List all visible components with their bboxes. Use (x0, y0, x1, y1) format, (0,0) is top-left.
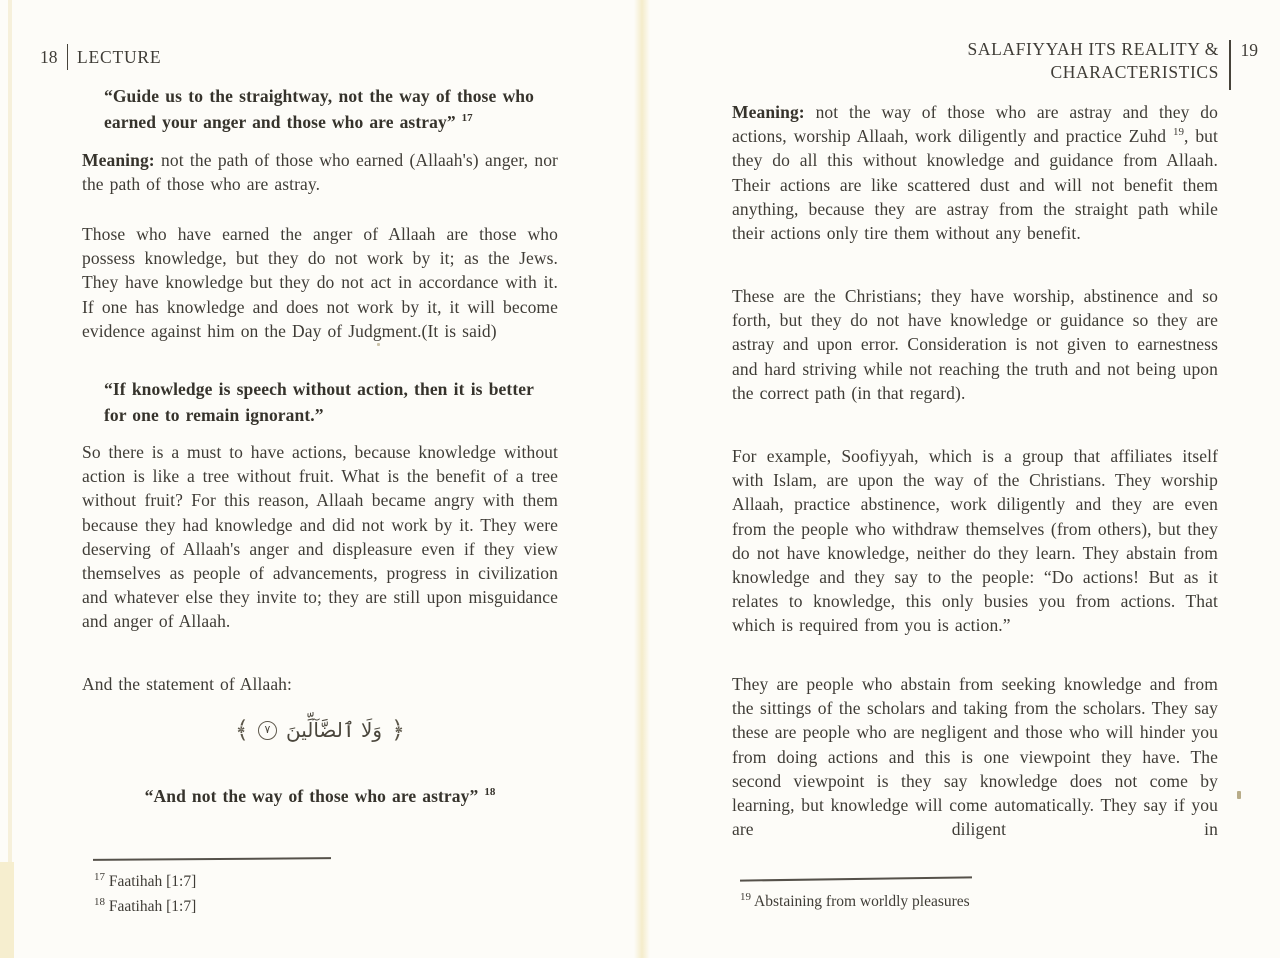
footnote-18: $^{18}$ Faatihah [1:7] (94, 895, 197, 915)
meaning-paragraph-right: Meaning: not the way of those who are astray and they do actions, worship Allaah, work diligently and practice Zuhd $^{19}$, but they do all this without knowledge and guidance from Allaah. Their actions are like scattered dust and will not benefit them anything, because they are astray from the straight path while their actions only tire them without any benefit. (732, 102, 1218, 244)
meaning-label: Meaning: (732, 102, 805, 122)
quran-quote-translation-2: “And not the way of those who are astray” $^{18}$ (144, 786, 496, 806)
paragraph-christians: These are the Christians; they have worship, abstinence and so forth, but they do not have knowledge or guidance so they are astray and upon error. Consideration is not given to earnestness and hard striving while not reaching the truth and not being upon the correct path (in that regard). (732, 286, 1218, 403)
running-header-right (968, 38, 1258, 90)
scan-speck (377, 343, 380, 346)
header-title-left: LECTURE (77, 46, 162, 67)
footnote-rule-right (740, 876, 972, 881)
meaning-paragraph-left: Meaning: not the path of those who earned (Allaah's) anger, nor the path of those who are astray. (82, 150, 558, 195)
scan-speck (1237, 791, 1241, 799)
header-divider (1229, 40, 1231, 90)
statement-intro: And the statement of Allaah: (82, 674, 292, 694)
paragraph-anger-of-allaah: Those who have earned the anger of Allaah are those who possess knowledge, but they do not work by it; as the Jews. They have knowledge but they do not act in accordance with it. If one has knowledge and does not work by it, it will become evidence against him on the Day of Judgment.(It is said) (82, 224, 558, 341)
bottom-left-page-edge (0, 862, 14, 958)
verse-ornament-right: ﴿ (391, 716, 406, 744)
verse-ornament-left: ﴾ (234, 716, 249, 744)
footnote-19: $^{19}$ Abstaining from worldly pleasures (740, 890, 970, 910)
quran-quote-translation-1: “Guide us to the straightway, not the way of those who earned your anger and those who are astray” $^{17}$ (104, 86, 534, 132)
page-number-left: 18 (40, 46, 58, 67)
header-title-right: SALAFIYYAH ITS REALITY & CHARACTERISTICS (967, 39, 1219, 82)
footnote-rule-left (93, 857, 331, 860)
footnote-ref-19: 19 (1172, 126, 1184, 139)
saying-quote: “If knowledge is speech without action, then it is better for one to remain ignorant.” (104, 379, 534, 425)
paragraph-actions: So there is a must to have actions, because knowledge without action is like a tree without fruit. What is the benefit of a tree without fruit? For this reason, Allaah became angry with them because they had knowledge and did not work by it. They were deserving of Allaah's anger and displeasure even if they view themselves as people of advancements, progress in civilization and whatever else they invite to; they are still upon misguidance and anger of Allaah. (82, 442, 558, 632)
left-page-edge (8, 0, 12, 958)
arabic-verse-text: وَلَا ٱلضَّآلِّينَ (285, 718, 383, 742)
footnote-ref-17: 17 (461, 111, 473, 124)
paragraph-abstain-knowledge: They are people who abstain from seeking knowledge and from the sittings of the scholars and taking from the scholars. They say these are people who are negligent and those who will hinder you from doing actions and this is one viewpoint they have. The second viewpoint is they say knowledge does not come by learning, but knowledge will come automatically. They say if you are diligent in (732, 674, 1218, 840)
running-header-left (40, 44, 161, 70)
page-number-right: 19 (1240, 40, 1258, 60)
header-divider (67, 44, 69, 70)
arabic-verse (82, 716, 558, 744)
footnote-17: $^{17}$ Faatihah [1:7] (94, 870, 197, 890)
paragraph-soofiyyah: For example, Soofiyyah, which is a group that affiliates itself with Islam, are upon the way of the Christians. They worship Allaah, practice abstinence, work diligently and they are even from the people who withdraw themselves (from others), but they do not have knowledge, neither do they learn. They abstain from knowledge and they say to the people: “Do actions! But as it relates to knowledge, this only busies you from actions. That which is required from you is action.” (732, 446, 1218, 636)
footnote-ref-18: 18 (484, 786, 496, 799)
meaning-label: Meaning: (82, 150, 155, 170)
verse-number-marker: ٧ (258, 721, 277, 740)
page-gutter-shadow (634, 0, 650, 958)
